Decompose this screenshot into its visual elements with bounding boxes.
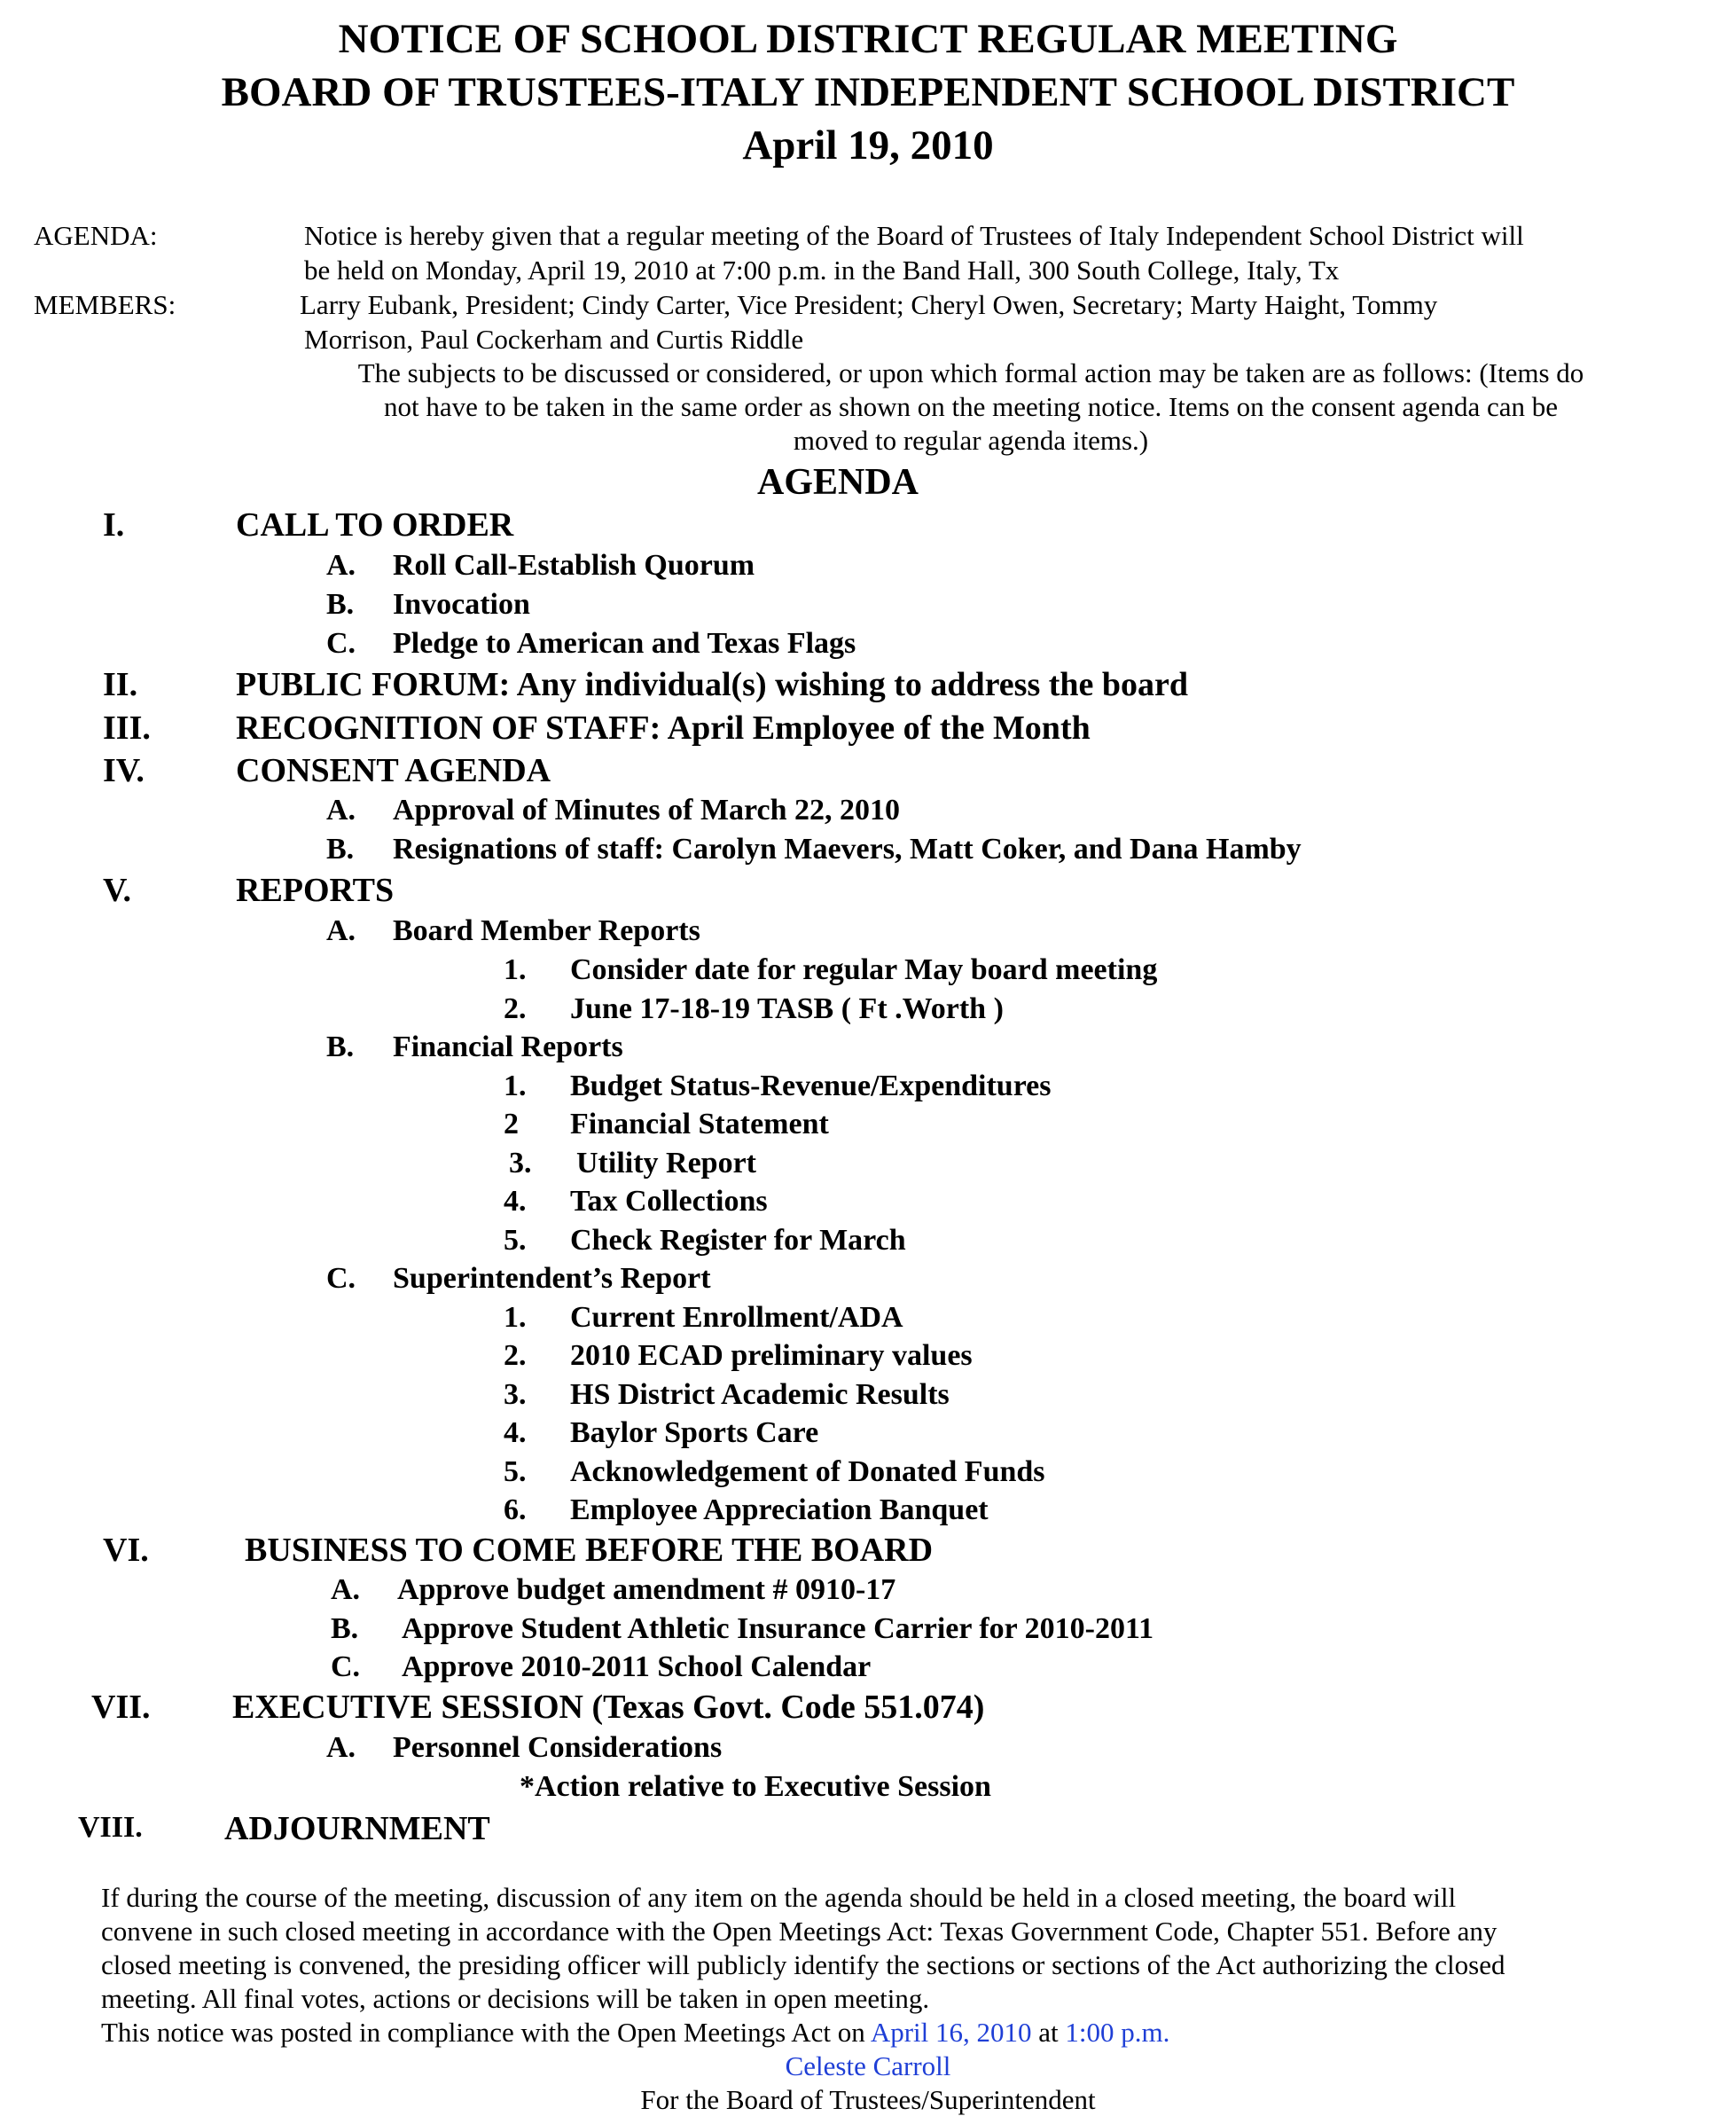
item-letter: B. [331, 1612, 359, 1645]
item-number: 6. [504, 1493, 527, 1526]
item-number: 1. [504, 953, 527, 986]
item-number: 1. [504, 1301, 527, 1334]
item-letter: A. [331, 1573, 361, 1606]
posted-notice [101, 2017, 1169, 2049]
agenda-item: Personnel Considerations [393, 1731, 723, 1764]
agenda-notice-line: Notice is hereby given that a regular meeting of the Board of Trustees of Italy Independent School District will [304, 220, 1524, 251]
posted-at: at [1031, 2017, 1066, 2048]
section-title: REPORTS [236, 872, 395, 909]
members-line: Larry Eubank, President; Cindy Carter, Vice President; Cheryl Owen, Secretary; Marty Haight, Tommy [300, 289, 1438, 320]
section-number: VII. [91, 1689, 151, 1726]
agenda-item: Pledge to American and Texas Flags [393, 627, 856, 660]
agenda-subitem: Baylor Sports Care [570, 1416, 819, 1449]
section-title: CALL TO ORDER [236, 506, 514, 544]
section-title: CONSENT AGENDA [236, 752, 551, 789]
agenda-item: Approval of Minutes of March 22, 2010 [393, 794, 901, 827]
item-number: 2 [504, 1108, 519, 1140]
item-number: 3. [504, 1378, 527, 1411]
item-letter: A. [326, 1731, 356, 1764]
agenda-item: Invocation [393, 588, 530, 621]
footer-line: If during the course of the meeting, discussion of any item on the agenda should be held in a closed meeting, the board will [101, 1882, 1457, 1913]
section-number: III. [103, 709, 151, 747]
notice-title: NOTICE OF SCHOOL DISTRICT REGULAR MEETING [338, 16, 1398, 62]
item-letter: C. [331, 1650, 361, 1683]
meeting-date: April 19, 2010 [742, 122, 994, 168]
agenda-subitem: Consider date for regular May board meeting [570, 953, 1158, 986]
board-title: BOARD OF TRUSTEES-ITALY INDEPENDENT SCHOOL DISTRICT [221, 69, 1515, 115]
posted-prefix: This notice was posted in compliance with the Open Meetings Act on [101, 2017, 871, 2048]
agenda-subitem: June 17-18-19 TASB ( Ft .Worth ) [570, 992, 1004, 1025]
agenda-subitem: Acknowledgement of Donated Funds [570, 1455, 1045, 1488]
agenda-item: Resignations of staff: Carolyn Maevers, Matt Coker, and Dana Hamby [393, 833, 1302, 866]
agenda-heading: AGENDA [756, 462, 919, 503]
item-letter: A. [326, 549, 356, 582]
item-letter: C. [326, 1262, 356, 1295]
item-letter: A. [326, 914, 356, 947]
section-number: I. [103, 506, 125, 544]
item-letter: A. [326, 794, 356, 827]
item-letter: B. [326, 1031, 355, 1063]
agenda-subitem: Employee Appreciation Banquet [570, 1493, 989, 1526]
section-title: RECOGNITION OF STAFF: April Employee of the Month [236, 709, 1091, 747]
posted-time: 1:00 p.m. [1065, 2017, 1170, 2048]
subjects-line: moved to regular agenda items.) [793, 425, 1149, 456]
item-number: 4. [504, 1185, 527, 1218]
section-number: VIII. [78, 1811, 143, 1844]
agenda-subitem: Utility Report [576, 1147, 757, 1179]
subjects-line: not have to be taken in the same order as shown on the meeting notice. Items on the consent agenda can be [384, 391, 1558, 422]
item-number: 1. [504, 1070, 527, 1102]
subjects-line: The subjects to be discussed or considered, or upon which formal action may be taken are as follows: (Items do [357, 357, 1584, 388]
agenda-subitem: *Action relative to Executive Session [520, 1770, 991, 1803]
item-letter: B. [326, 833, 355, 866]
section-title: EXECUTIVE SESSION (Texas Govt. Code 551.074) [232, 1689, 985, 1726]
item-number: 2. [504, 992, 527, 1025]
section-title: PUBLIC FORUM: Any individual(s) wishing to address the board [236, 666, 1189, 703]
item-letter: B. [326, 588, 355, 621]
posted-date: April 16, 2010 [870, 2017, 1032, 2048]
section-number: VI. [103, 1532, 149, 1569]
agenda-label: AGENDA: [34, 220, 158, 251]
agenda-subitem: Current Enrollment/ADA [570, 1301, 903, 1334]
agenda-item: Approve budget amendment # 0910-17 [397, 1573, 896, 1606]
footer-line: closed meeting is convened, the presiding officer will publicly identify the sections or sections of the Act authorizing the closed [101, 1949, 1505, 1980]
item-number: 3. [509, 1147, 532, 1179]
section-number: V. [103, 872, 132, 909]
members-label: MEMBERS: [34, 289, 176, 320]
signer-title: For the Board of Trustees/Superintendent [640, 2084, 1096, 2115]
members-line: Morrison, Paul Cockerham and Curtis Riddle [304, 324, 804, 355]
agenda-subitem: Tax Collections [570, 1185, 768, 1218]
agenda-notice-line: be held on Monday, April 19, 2010 at 7:00 p.m. in the Band Hall, 300 South College, Italy, Tx [304, 255, 1340, 286]
item-number: 5. [504, 1455, 527, 1488]
agenda-subitem: Check Register for March [570, 1224, 906, 1257]
footer-line: meeting. All final votes, actions or decisions will be taken in open meeting. [101, 1983, 930, 2014]
footer-line: convene in such closed meeting in accordance with the Open Meetings Act: Texas Government Code, Chapter 551. Before any [101, 1916, 1497, 1947]
agenda-subitem: 2010 ECAD preliminary values [570, 1339, 973, 1372]
section-number: II. [103, 666, 138, 703]
item-number: 4. [504, 1416, 527, 1449]
agenda-subitem: Financial Statement [570, 1108, 829, 1140]
signer-name: Celeste Carroll [785, 2050, 951, 2081]
item-number: 2. [504, 1339, 527, 1372]
agenda-item: Board Member Reports [393, 914, 700, 947]
agenda-subitem: Budget Status-Revenue/Expenditures [570, 1070, 1052, 1102]
agenda-item: Approve Student Athletic Insurance Carrier for 2010-2011 [402, 1612, 1154, 1645]
section-title: BUSINESS TO COME BEFORE THE BOARD [245, 1532, 934, 1569]
agenda-subitem: HS District Academic Results [570, 1378, 950, 1411]
agenda-item: Roll Call-Establish Quorum [393, 549, 755, 582]
item-letter: C. [326, 627, 356, 660]
item-number: 5. [504, 1224, 527, 1257]
agenda-item: Financial Reports [393, 1031, 623, 1063]
section-number: IV. [103, 752, 145, 789]
section-title: ADJOURNMENT [224, 1810, 490, 1847]
agenda-item: Approve 2010-2011 School Calendar [402, 1650, 872, 1683]
agenda-item: Superintendent’s Report [393, 1262, 711, 1295]
